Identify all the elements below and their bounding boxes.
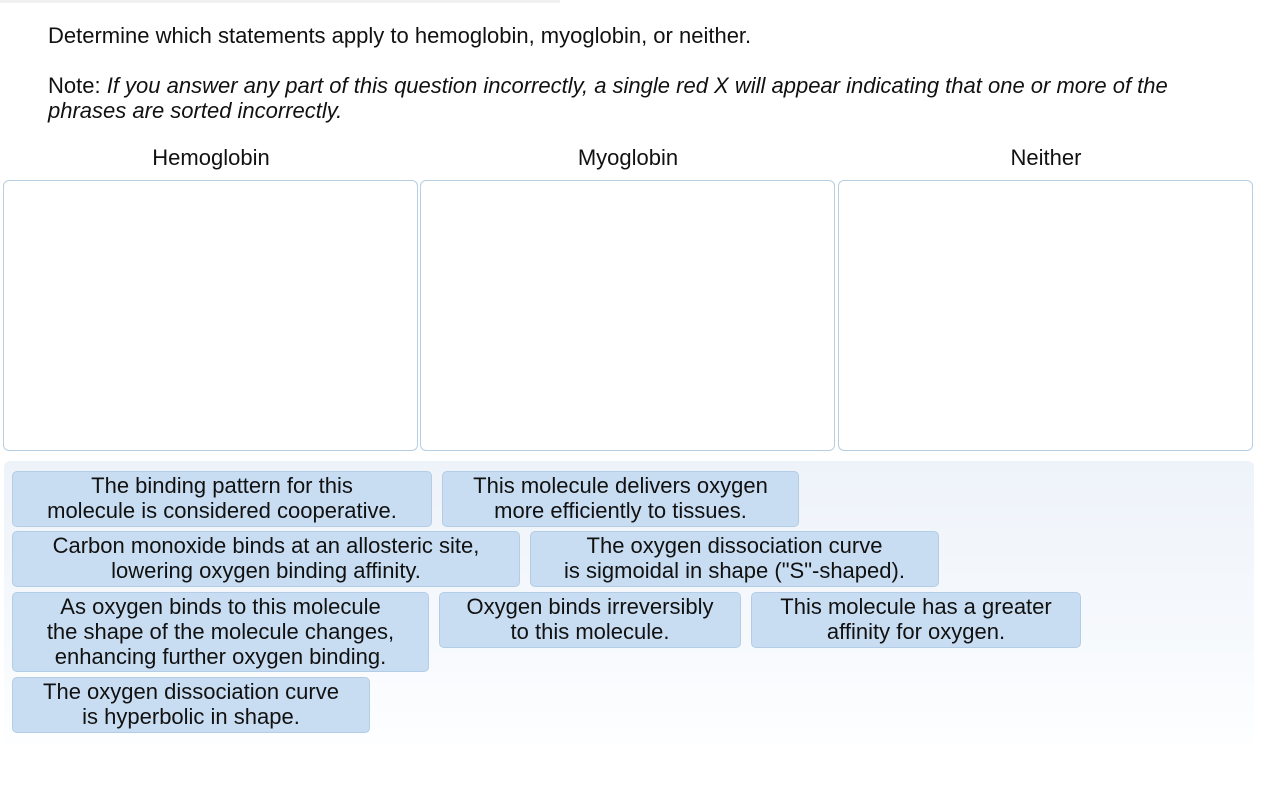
question-note: [48, 73, 1228, 123]
column-heading-neither: Neither: [1010, 145, 1082, 170]
chip-line: Carbon monoxide binds at an allosteric site,: [52, 533, 480, 558]
chip-line: This molecule has a greater: [780, 594, 1052, 619]
question-prompt: Determine which statements apply to hemoglobin, myoglobin, or neither.: [48, 23, 752, 48]
chip-line: more efficiently to tissues.: [494, 498, 747, 523]
column-heading-hemoglobin: Hemoglobin: [152, 145, 270, 170]
chip-line: to this molecule.: [510, 619, 670, 644]
chip-line: affinity for oxygen.: [826, 619, 1006, 644]
chip-line: is hyperbolic in shape.: [82, 704, 300, 729]
chip-line: Oxygen binds irreversibly: [466, 594, 714, 619]
note-label: Note:: [48, 73, 107, 98]
top-divider: [0, 0, 560, 3]
answer-chip-cooperative-binding[interactable]: [12, 471, 432, 527]
answer-chip-delivers-oxygen[interactable]: [442, 471, 799, 527]
chip-line: molecule is considered cooperative.: [47, 498, 397, 523]
column-heading-myoglobin: Myoglobin: [577, 145, 679, 170]
chip-line: lowering oxygen binding affinity.: [111, 558, 421, 583]
chip-line: As oxygen binds to this molecule: [60, 594, 381, 619]
drop-zone-neither[interactable]: [838, 180, 1253, 451]
chip-line: enhancing further oxygen binding.: [54, 644, 387, 669]
note-text: If you answer any part of this question incorrectly, a single red X will appear indicating that one or more of the phrases are sorted incorrectly.: [48, 73, 1168, 123]
chip-line: The binding pattern for this: [91, 473, 353, 498]
answer-chip-greater-affinity[interactable]: [751, 592, 1081, 648]
answer-chip-irreversible-binding[interactable]: [439, 592, 741, 648]
chip-line: The oxygen dissociation curve: [586, 533, 883, 558]
answer-chip-shape-change[interactable]: [12, 592, 429, 672]
chip-line: the shape of the molecule changes,: [46, 619, 395, 644]
drop-zone-hemoglobin[interactable]: [3, 180, 418, 451]
drop-zone-myoglobin[interactable]: [420, 180, 835, 451]
chip-line: is sigmoidal in shape ("S"-shaped).: [564, 558, 905, 583]
answer-chip-sigmoidal-curve[interactable]: [530, 531, 939, 587]
chip-line: The oxygen dissociation curve: [43, 679, 339, 704]
answer-chip-carbon-monoxide[interactable]: [12, 531, 520, 587]
chip-line: This molecule delivers oxygen: [473, 473, 768, 498]
answer-chip-hyperbolic-curve[interactable]: [12, 677, 370, 733]
